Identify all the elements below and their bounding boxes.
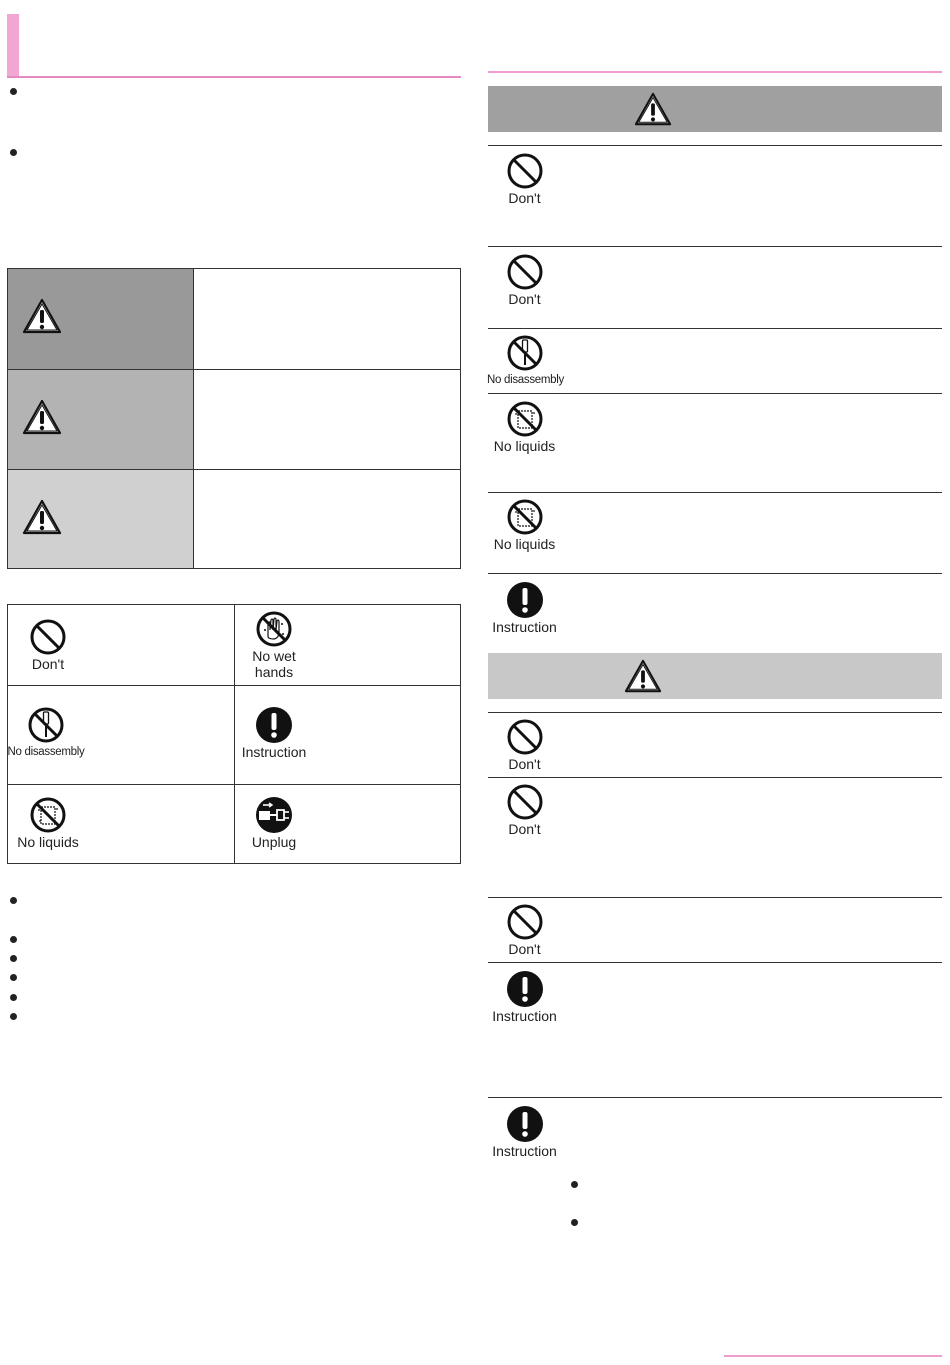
table-divider	[8, 784, 460, 785]
no-disassembly-icon	[506, 334, 544, 372]
row-divider	[488, 712, 942, 713]
instruction-icon	[506, 581, 544, 619]
precaution-icon	[487, 152, 562, 206]
unplug-icon	[255, 796, 293, 834]
precaution-icon	[487, 1105, 562, 1159]
symbol-table	[7, 604, 461, 864]
row-divider	[488, 897, 942, 898]
bullet-icon	[10, 88, 17, 95]
symbol-unplug	[234, 796, 314, 850]
footer-rule	[724, 1355, 942, 1357]
no-disassembly-icon	[27, 706, 65, 744]
symbol-label: Don't	[31, 656, 65, 672]
section-title-rule	[7, 76, 461, 78]
precaution-icon	[487, 718, 562, 772]
symbol-label: No disassembly	[7, 746, 85, 758]
symbol-no-disassembly	[6, 706, 86, 760]
instruction-icon	[506, 1105, 544, 1143]
precaution-icon	[487, 253, 562, 307]
bullet-icon	[10, 936, 17, 943]
icon-label: Don't	[508, 291, 541, 307]
warning-triangle-icon	[21, 498, 63, 536]
prohibition-icon	[506, 783, 544, 821]
row-divider	[488, 246, 942, 247]
icon-label: Don't	[508, 821, 541, 837]
bullet-icon	[10, 994, 17, 1001]
bullet-icon	[10, 897, 17, 904]
severity-cell	[8, 470, 194, 568]
precaution-icon	[487, 400, 562, 454]
danger-banner	[488, 86, 942, 132]
symbol-label: No liquids	[17, 834, 79, 850]
instruction-icon	[255, 706, 293, 744]
section-title-marker	[7, 14, 19, 77]
severity-row-caution	[8, 470, 460, 568]
icon-label: Instruction	[492, 619, 557, 635]
prohibition-icon	[506, 903, 544, 941]
warning-triangle-icon	[633, 91, 673, 127]
symbol-label: Unplug	[251, 834, 297, 850]
row-divider	[488, 328, 942, 329]
precaution-icon	[487, 903, 562, 957]
bullet-icon	[10, 974, 17, 981]
icon-label: Instruction	[492, 1143, 557, 1159]
precaution-icon	[487, 783, 562, 837]
icon-label: No disassembly	[487, 374, 564, 386]
table-divider	[8, 685, 460, 686]
row-divider	[488, 145, 942, 146]
row-divider	[488, 492, 942, 493]
no-liquids-icon	[506, 400, 544, 438]
row-divider	[488, 393, 942, 394]
icon-label: No liquids	[493, 438, 556, 454]
no-liquids-icon	[506, 498, 544, 536]
severity-cell	[8, 269, 194, 369]
icon-label: No liquids	[493, 536, 556, 552]
severity-row-warning	[8, 370, 460, 470]
bullet-icon	[10, 955, 17, 962]
prohibition-icon	[506, 152, 544, 190]
icon-label: Don't	[508, 756, 541, 772]
row-divider	[488, 962, 942, 963]
precaution-icon	[487, 581, 562, 635]
symbol-no-wet-hands	[234, 610, 314, 680]
no-wet-hands-icon	[255, 610, 293, 648]
warning-banner	[488, 653, 942, 699]
warning-triangle-icon	[623, 658, 663, 694]
symbol-label: No wet hands	[252, 648, 296, 680]
no-liquids-icon	[29, 796, 67, 834]
icon-label: Instruction	[492, 1008, 557, 1024]
precaution-icon	[487, 498, 562, 552]
severity-row-danger	[8, 269, 460, 370]
symbol-dont	[8, 618, 88, 672]
symbol-label: Instruction	[241, 744, 307, 760]
severity-cell	[8, 370, 194, 469]
precaution-icon	[487, 334, 562, 388]
instruction-icon	[506, 970, 544, 1008]
section-rule	[488, 71, 942, 73]
icon-label: Don't	[508, 941, 541, 957]
bullet-icon	[571, 1181, 578, 1188]
prohibition-icon	[506, 253, 544, 291]
precaution-icon	[487, 970, 562, 1024]
bullet-icon	[10, 1013, 17, 1020]
prohibition-icon	[29, 618, 67, 656]
row-divider	[488, 573, 942, 574]
bullet-icon	[10, 149, 17, 156]
prohibition-icon	[506, 718, 544, 756]
symbol-no-liquids	[8, 796, 88, 850]
bullet-icon	[571, 1219, 578, 1226]
symbol-instruction	[234, 706, 314, 760]
row-divider	[488, 777, 942, 778]
icon-label: Don't	[508, 190, 541, 206]
severity-table	[7, 268, 461, 569]
warning-triangle-icon	[21, 398, 63, 436]
row-divider	[488, 1097, 942, 1098]
warning-triangle-icon	[21, 297, 63, 335]
